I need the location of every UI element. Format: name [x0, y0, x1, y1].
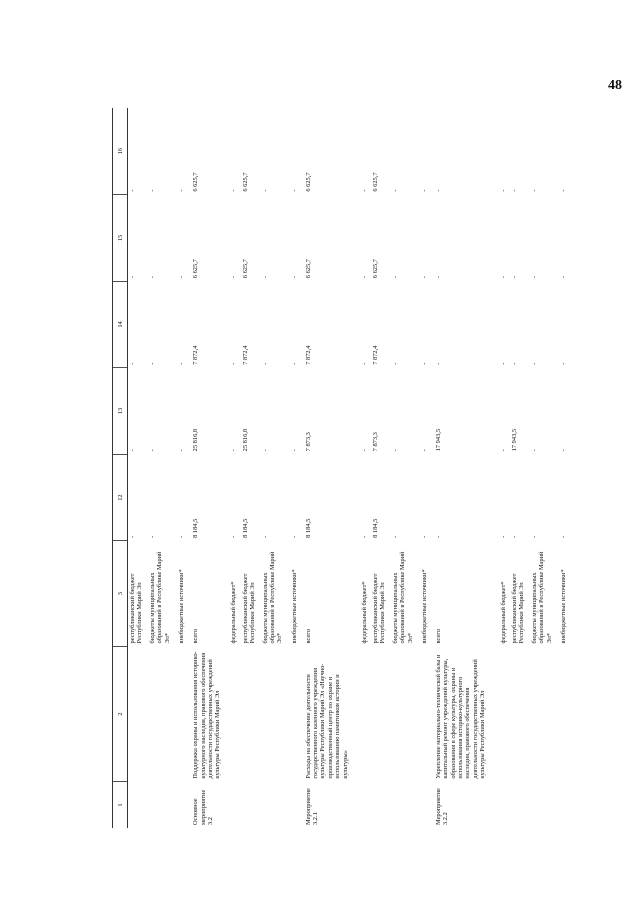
header-cell: 3: [113, 541, 128, 647]
event-number-cell: [559, 782, 570, 828]
event-name-cell: [128, 646, 149, 781]
value-cell: -: [290, 362, 298, 365]
value-cell: 8 184,5: [371, 518, 379, 538]
event-name-cell: Поддержка охраны и использования историко-культурного наследия, правового обеспечения деятельности государственных учреждений культуры Республики Марий Эл: [192, 651, 222, 779]
event-name-cell: [148, 646, 177, 781]
event-number-cell: [530, 782, 559, 828]
value-cell: -: [177, 276, 185, 279]
value-cell: -: [261, 535, 269, 538]
value-cell: -: [510, 535, 518, 538]
value-cell: -: [290, 449, 298, 452]
value-cell: -: [499, 189, 507, 192]
value-cell: -: [360, 276, 368, 279]
header-cell: 1: [113, 782, 128, 828]
value-cell: -: [391, 276, 399, 279]
value-cell: -: [530, 535, 538, 538]
header-cell: 2: [113, 646, 128, 781]
value-cell: -: [420, 276, 428, 279]
value-cell: -: [530, 362, 538, 365]
funding-source-cell: внебюджетные источники*: [420, 569, 428, 644]
value-cell: -: [391, 189, 399, 192]
table-row: [559, 108, 570, 828]
value-cell: -: [499, 362, 507, 365]
value-cell: -: [261, 276, 269, 279]
event-number-cell: [128, 782, 149, 828]
funding-source-cell: внебюджетные источники*: [290, 569, 298, 644]
value-cell: -: [499, 535, 507, 538]
value-cell: -: [510, 362, 518, 365]
value-cell: -: [360, 362, 368, 365]
value-cell: -: [434, 276, 442, 279]
table-row: [188, 108, 229, 828]
value-cell: 25 816,8: [192, 428, 200, 452]
table-header-row: [113, 108, 128, 828]
event-number-cell: [148, 782, 177, 828]
value-cell: 6 625,7: [241, 259, 249, 279]
event-number-cell: [420, 782, 431, 828]
value-cell: -: [230, 449, 238, 452]
value-cell: -: [434, 535, 442, 538]
funding-source-cell: республиканский бюджет Республики Марий Эл: [510, 573, 526, 644]
table-row: [128, 108, 149, 828]
funding-source-cell: внебюджетные источники*: [177, 569, 185, 644]
event-name-cell: [559, 646, 570, 781]
value-cell: 8 184,5: [241, 518, 249, 538]
event-number-cell: [360, 782, 371, 828]
value-cell: -: [149, 276, 157, 279]
event-name-cell: [510, 646, 530, 781]
value-cell: -: [559, 362, 567, 365]
value-cell: -: [434, 189, 442, 192]
value-cell: -: [559, 189, 567, 192]
funding-source-cell: республиканский бюджет Республики Марий Эл: [241, 573, 256, 644]
value-cell: -: [434, 362, 442, 365]
header-cell: 16: [113, 108, 128, 195]
value-cell: -: [230, 362, 238, 365]
value-cell: 6 625,7: [304, 172, 312, 192]
value-cell: 17 943,5: [434, 428, 442, 452]
value-cell: 6 625,7: [304, 259, 312, 279]
value-cell: -: [129, 535, 136, 538]
value-cell: 8 184,5: [304, 518, 312, 538]
value-cell: -: [149, 449, 157, 452]
value-cell: -: [420, 535, 428, 538]
value-cell: -: [290, 189, 298, 192]
value-cell: -: [530, 449, 538, 452]
header-cell: 14: [113, 281, 128, 368]
funding-source-cell: федеральный бюджет*: [360, 581, 368, 644]
value-cell: -: [149, 535, 157, 538]
value-cell: 25 816,8: [241, 428, 249, 452]
event-number-cell: Мероприятие 3.2.2: [434, 788, 450, 825]
event-name-cell: [391, 646, 420, 781]
value-cell: -: [129, 449, 136, 452]
value-cell: -: [391, 362, 399, 365]
value-cell: -: [391, 535, 399, 538]
value-cell: -: [499, 449, 507, 452]
event-name-cell: [177, 646, 188, 781]
event-name-cell: [371, 646, 391, 781]
table-row: [360, 108, 371, 828]
value-cell: -: [177, 189, 185, 192]
event-name-cell: [360, 646, 371, 781]
event-name-cell: Укрепление материально-технической базы и капитальный ремонт учреждений культуры, образования в сфере культуры, охраны и использования историко-культурного наследия, правового обеспечения деятельности государственных учреждений культуры Республики Марий Эл: [434, 654, 487, 779]
value-cell: -: [177, 362, 185, 365]
value-cell: -: [230, 535, 238, 538]
value-cell: -: [261, 449, 269, 452]
funding-source-cell: всего: [192, 629, 200, 644]
value-cell: -: [230, 276, 238, 279]
event-name-cell: [241, 646, 261, 781]
header-cell: 12: [113, 454, 128, 541]
value-cell: 6 625,7: [371, 172, 379, 192]
value-cell: -: [149, 362, 157, 365]
value-cell: -: [129, 362, 136, 365]
table-row: [391, 108, 420, 828]
value-cell: -: [261, 362, 269, 365]
table-row: [229, 108, 240, 828]
table-row: [148, 108, 177, 828]
table-row: [261, 108, 290, 828]
value-cell: 6 625,7: [371, 259, 379, 279]
value-cell: -: [290, 535, 298, 538]
table-row: [431, 108, 499, 828]
header-cell: 15: [113, 195, 128, 282]
event-number-cell: [499, 782, 510, 828]
value-cell: -: [530, 189, 538, 192]
funding-source-cell: внебюджетные источники*: [559, 569, 567, 644]
value-cell: -: [177, 535, 185, 538]
table-row: [420, 108, 431, 828]
event-name-cell: [530, 646, 559, 781]
value-cell: 7 872,4: [371, 345, 379, 365]
value-cell: -: [559, 449, 567, 452]
value-cell: 6 625,7: [192, 172, 200, 192]
event-number-cell: [290, 782, 301, 828]
event-name-cell: [229, 646, 240, 781]
funding-source-cell: всего: [304, 629, 312, 644]
value-cell: 8 184,5: [192, 518, 200, 538]
event-name-cell: [290, 646, 301, 781]
funding-source-cell: бюджеты муниципальных образований в Республике Марий Эл*: [530, 551, 553, 644]
value-cell: -: [510, 276, 518, 279]
event-number-cell: [177, 782, 188, 828]
event-number-cell: [371, 782, 391, 828]
event-number-cell: [261, 782, 290, 828]
value-cell: -: [530, 276, 538, 279]
rotated-table-container: [112, 108, 570, 828]
event-number-cell: [241, 782, 261, 828]
value-cell: -: [499, 276, 507, 279]
funding-source-cell: всего: [434, 629, 442, 644]
value-cell: -: [177, 449, 185, 452]
value-cell: -: [129, 189, 136, 192]
funding-source-cell: федеральный бюджет*: [230, 581, 238, 644]
funding-source-cell: федеральный бюджет*: [499, 581, 507, 644]
value-cell: -: [420, 189, 428, 192]
event-name-cell: [499, 646, 510, 781]
table-row: [301, 108, 360, 828]
event-name-cell: [420, 646, 431, 781]
table-row: [499, 108, 510, 828]
value-cell: 7 872,4: [192, 345, 200, 365]
event-name-cell: [261, 646, 290, 781]
value-cell: 6 625,7: [241, 172, 249, 192]
value-cell: -: [230, 189, 238, 192]
funding-source-cell: бюджеты муниципальных образований в Республике Марий Эл*: [261, 551, 284, 644]
value-cell: -: [261, 189, 269, 192]
event-number-cell: Основное мероприятие 3.2: [192, 789, 214, 825]
value-cell: -: [149, 189, 157, 192]
funding-source-cell: бюджеты муниципальных образований в Республике Марий Эл*: [149, 551, 171, 644]
value-cell: -: [290, 276, 298, 279]
table-row: [290, 108, 301, 828]
funding-source-cell: республиканский бюджет Республики Марий Эл: [129, 573, 144, 644]
value-cell: -: [360, 535, 368, 538]
event-name-cell: Расходы на обеспечение деятельности государственного казенного учреждения культуры Республики Марий Эл «Научно-производственный центр по охране и использованию памятников истории и культуры»: [304, 663, 349, 779]
budget-table: [112, 108, 570, 828]
value-cell: -: [559, 276, 567, 279]
funding-source-cell: бюджеты муниципальных образований в Республике Марий Эл*: [391, 551, 414, 644]
table-row: [530, 108, 559, 828]
table-row: [510, 108, 530, 828]
table-row: [177, 108, 188, 828]
value-cell: -: [391, 449, 399, 452]
value-cell: 17 943,5: [510, 428, 518, 452]
event-number-cell: [229, 782, 240, 828]
header-cell: 13: [113, 368, 128, 455]
value-cell: -: [360, 189, 368, 192]
value-cell: -: [420, 449, 428, 452]
value-cell: 6 625,7: [192, 259, 200, 279]
funding-source-cell: республиканский бюджет Республики Марий Эл: [371, 573, 387, 644]
event-number-cell: [510, 782, 530, 828]
event-number-cell: [391, 782, 420, 828]
value-cell: -: [559, 535, 567, 538]
value-cell: 7 873,3: [371, 432, 379, 452]
value-cell: -: [420, 362, 428, 365]
table-row: [371, 108, 391, 828]
value-cell: 7 873,3: [304, 432, 312, 452]
table-row: [241, 108, 261, 828]
value-cell: -: [510, 189, 518, 192]
value-cell: -: [129, 276, 136, 279]
value-cell: -: [360, 449, 368, 452]
event-number-cell: Мероприятие 3.2.1: [304, 788, 320, 825]
value-cell: 7 872,4: [241, 345, 249, 365]
value-cell: 7 872,4: [304, 345, 312, 365]
page-number: 48: [608, 78, 622, 93]
